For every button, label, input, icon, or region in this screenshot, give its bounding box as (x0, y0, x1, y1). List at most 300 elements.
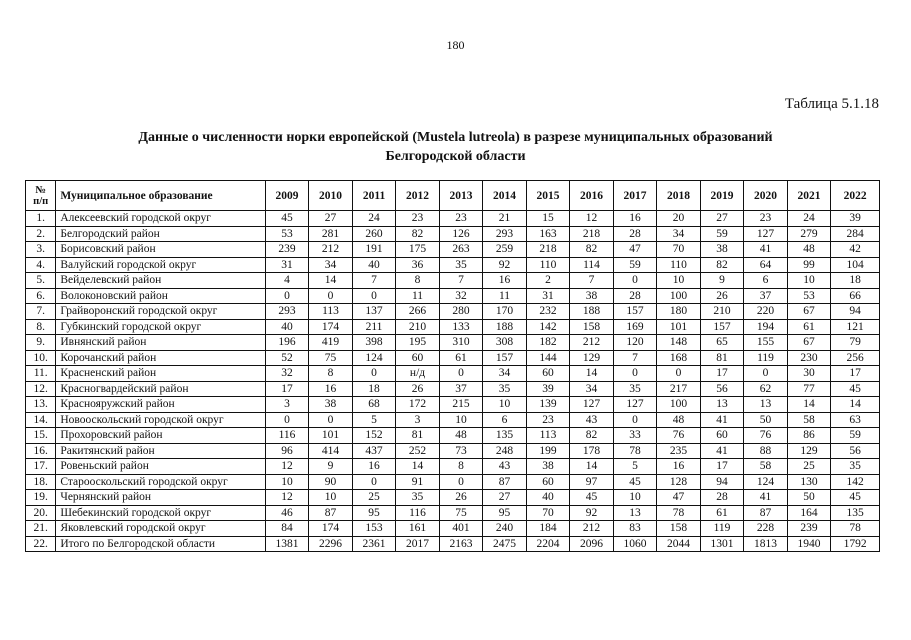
count-cell: 157 (700, 319, 744, 335)
row-number: 10. (26, 350, 56, 366)
header-year: 2022 (831, 181, 880, 211)
count-cell: 82 (570, 242, 614, 258)
count-cell: 235 (657, 443, 701, 459)
table-row (26, 211, 880, 227)
table-row (26, 521, 880, 537)
table-body (26, 211, 880, 552)
count-cell: 25 (352, 490, 396, 506)
count-cell: 61 (439, 350, 483, 366)
count-cell: 17 (700, 459, 744, 475)
count-cell: 53 (787, 288, 831, 304)
count-cell: 158 (570, 319, 614, 335)
count-cell: 0 (613, 412, 657, 428)
count-cell: 20 (657, 211, 701, 227)
count-cell: 60 (526, 474, 570, 490)
count-cell: 28 (613, 288, 657, 304)
count-cell: 43 (483, 459, 527, 475)
count-cell: 2017 (396, 536, 440, 552)
count-cell: 2361 (352, 536, 396, 552)
count-cell: 0 (657, 366, 701, 382)
count-cell: 1060 (613, 536, 657, 552)
count-cell: 16 (483, 273, 527, 289)
municipality-name: Ровеньский район (56, 459, 265, 475)
count-cell: 135 (483, 428, 527, 444)
count-cell: 38 (570, 288, 614, 304)
count-cell: 87 (309, 505, 353, 521)
row-number: 16. (26, 443, 56, 459)
count-cell: 1813 (744, 536, 788, 552)
count-cell: 239 (265, 242, 309, 258)
count-cell: 16 (657, 459, 701, 475)
count-cell: 4 (265, 273, 309, 289)
count-cell: 310 (439, 335, 483, 351)
count-cell: 41 (744, 490, 788, 506)
count-cell: 127 (570, 397, 614, 413)
count-cell: 170 (483, 304, 527, 320)
row-number: 17. (26, 459, 56, 475)
count-cell: 96 (265, 443, 309, 459)
count-cell: 12 (265, 490, 309, 506)
count-cell: 31 (526, 288, 570, 304)
count-cell: 142 (831, 474, 880, 490)
municipality-name: Итого по Белгородской области (56, 536, 265, 552)
count-cell: 35 (613, 381, 657, 397)
count-cell: 124 (352, 350, 396, 366)
count-cell: 27 (483, 490, 527, 506)
count-cell: 218 (526, 242, 570, 258)
table-row (26, 443, 880, 459)
count-cell: 16 (352, 459, 396, 475)
municipality-name: Новооскольский городской округ (56, 412, 265, 428)
count-cell: 110 (657, 257, 701, 273)
count-cell: 24 (787, 211, 831, 227)
count-cell: 175 (396, 242, 440, 258)
count-cell: 30 (787, 366, 831, 382)
header-year: 2018 (657, 181, 701, 211)
count-cell: 59 (700, 226, 744, 242)
count-cell: 37 (439, 381, 483, 397)
count-cell: 34 (570, 381, 614, 397)
count-cell: 60 (396, 350, 440, 366)
count-cell: 152 (352, 428, 396, 444)
table-row (26, 257, 880, 273)
count-cell: 46 (265, 505, 309, 521)
count-cell: 41 (744, 242, 788, 258)
count-cell: 17 (700, 366, 744, 382)
count-cell: 26 (396, 381, 440, 397)
row-number: 6. (26, 288, 56, 304)
row-number: 7. (26, 304, 56, 320)
count-cell: 76 (744, 428, 788, 444)
count-cell: 40 (352, 257, 396, 273)
row-number: 9. (26, 335, 56, 351)
count-cell: 133 (439, 319, 483, 335)
header-year: 2009 (265, 181, 309, 211)
count-cell: 11 (483, 288, 527, 304)
count-cell: 437 (352, 443, 396, 459)
count-cell: 26 (700, 288, 744, 304)
count-cell: 56 (831, 443, 880, 459)
count-cell: 210 (396, 319, 440, 335)
count-cell: 153 (352, 521, 396, 537)
count-cell: 104 (831, 257, 880, 273)
count-cell: 27 (700, 211, 744, 227)
count-cell: 2296 (309, 536, 353, 552)
count-cell: 75 (309, 350, 353, 366)
count-cell: 0 (613, 366, 657, 382)
count-cell: 7 (352, 273, 396, 289)
count-cell: 25 (787, 459, 831, 475)
count-cell: 163 (526, 226, 570, 242)
table-row (26, 226, 880, 242)
count-cell: 48 (439, 428, 483, 444)
count-cell: 215 (439, 397, 483, 413)
count-cell: 10 (309, 490, 353, 506)
municipality-name: Борисовский район (56, 242, 265, 258)
row-number: 19. (26, 490, 56, 506)
count-cell: 67 (787, 304, 831, 320)
count-cell: 28 (700, 490, 744, 506)
count-cell: 188 (483, 319, 527, 335)
count-cell: 10 (439, 412, 483, 428)
count-cell: 27 (309, 211, 353, 227)
count-cell: 68 (352, 397, 396, 413)
municipality-name: Прохоровский район (56, 428, 265, 444)
count-cell: 266 (396, 304, 440, 320)
count-cell: 172 (396, 397, 440, 413)
table-header-row (26, 181, 880, 211)
count-cell: 83 (613, 521, 657, 537)
count-cell: 12 (265, 459, 309, 475)
count-cell: 121 (831, 319, 880, 335)
table-row (26, 397, 880, 413)
count-cell: 1301 (700, 536, 744, 552)
count-cell: 119 (744, 350, 788, 366)
count-cell: 50 (787, 490, 831, 506)
municipality-name: Валуйский городской округ (56, 257, 265, 273)
municipality-name: Вейделевский район (56, 273, 265, 289)
count-cell: 3 (265, 397, 309, 413)
count-cell: 113 (309, 304, 353, 320)
count-cell: 0 (613, 273, 657, 289)
municipality-name: Алексеевский городской округ (56, 211, 265, 227)
count-cell: 84 (265, 521, 309, 537)
header-year: 2015 (526, 181, 570, 211)
count-cell: 0 (309, 288, 353, 304)
count-cell: 16 (613, 211, 657, 227)
count-cell: 279 (787, 226, 831, 242)
count-cell: 59 (831, 428, 880, 444)
count-cell: 17 (831, 366, 880, 382)
count-cell: 217 (657, 381, 701, 397)
count-cell: 23 (396, 211, 440, 227)
count-cell: 24 (352, 211, 396, 227)
count-cell: 10 (613, 490, 657, 506)
count-cell: 90 (309, 474, 353, 490)
count-cell: 220 (744, 304, 788, 320)
table-row (26, 505, 880, 521)
count-cell: 87 (744, 505, 788, 521)
header-year: 2021 (787, 181, 831, 211)
count-cell: 100 (657, 397, 701, 413)
count-cell: 78 (613, 443, 657, 459)
table-row (26, 474, 880, 490)
count-cell: 16 (309, 381, 353, 397)
table-title (60, 128, 851, 166)
count-cell: 2163 (439, 536, 483, 552)
data-table (25, 180, 880, 552)
municipality-name: Грайворонский городской округ (56, 304, 265, 320)
count-cell: 63 (831, 412, 880, 428)
row-number: 11. (26, 366, 56, 382)
count-cell: 11 (396, 288, 440, 304)
count-cell: 256 (831, 350, 880, 366)
count-cell: 116 (396, 505, 440, 521)
header-year: 2010 (309, 181, 353, 211)
count-cell: 401 (439, 521, 483, 537)
table-title-line-1: Данные о численности норки европейской (Mustela lutreola) в разрезе муниципальных образований (138, 130, 773, 145)
count-cell: 2096 (570, 536, 614, 552)
header-number-line-2: п/п (33, 195, 49, 207)
municipality-name: Шебекинский городской округ (56, 505, 265, 521)
row-number: 22. (26, 536, 56, 552)
count-cell: 39 (526, 381, 570, 397)
count-cell: 48 (787, 242, 831, 258)
count-cell: 38 (526, 459, 570, 475)
table-row (26, 350, 880, 366)
page-number: 180 (446, 38, 465, 52)
row-number: 8. (26, 319, 56, 335)
count-cell: 0 (352, 288, 396, 304)
count-cell: 81 (396, 428, 440, 444)
municipality-name: Ивнянский район (56, 335, 265, 351)
count-cell: 114 (570, 257, 614, 273)
count-cell: 59 (613, 257, 657, 273)
count-cell: 7 (570, 273, 614, 289)
count-cell: 127 (613, 397, 657, 413)
count-cell: 40 (526, 490, 570, 506)
count-cell: 8 (309, 366, 353, 382)
header-municipality: Муниципальное образование (56, 181, 265, 211)
count-cell: 3 (396, 412, 440, 428)
count-cell: 180 (657, 304, 701, 320)
table-row (26, 288, 880, 304)
count-cell: 239 (787, 521, 831, 537)
count-cell: 35 (483, 381, 527, 397)
count-cell: 38 (700, 242, 744, 258)
count-cell: 34 (483, 366, 527, 382)
row-number: 5. (26, 273, 56, 289)
count-cell: 32 (265, 366, 309, 382)
count-cell: 10 (265, 474, 309, 490)
count-cell: 182 (526, 335, 570, 351)
count-cell: 100 (657, 288, 701, 304)
header-year: 2012 (396, 181, 440, 211)
header-year: 2011 (352, 181, 396, 211)
count-cell: 228 (744, 521, 788, 537)
row-number: 13. (26, 397, 56, 413)
count-cell: 67 (787, 335, 831, 351)
count-cell: 76 (657, 428, 701, 444)
count-cell: 281 (309, 226, 353, 242)
count-cell: 60 (526, 366, 570, 382)
count-cell: 23 (744, 211, 788, 227)
count-cell: 129 (787, 443, 831, 459)
count-cell: 144 (526, 350, 570, 366)
count-cell: 6 (744, 273, 788, 289)
count-cell: 211 (352, 319, 396, 335)
row-number: 1. (26, 211, 56, 227)
count-cell: 194 (744, 319, 788, 335)
count-cell: 113 (526, 428, 570, 444)
count-cell: 33 (613, 428, 657, 444)
count-cell: 0 (265, 412, 309, 428)
count-cell: 47 (613, 242, 657, 258)
count-cell: 135 (831, 505, 880, 521)
header-year: 2020 (744, 181, 788, 211)
count-cell: 2204 (526, 536, 570, 552)
count-cell: 28 (613, 226, 657, 242)
count-cell: 126 (439, 226, 483, 242)
count-cell: 58 (744, 459, 788, 475)
count-cell: 7 (613, 350, 657, 366)
count-cell: 0 (265, 288, 309, 304)
count-cell: 86 (787, 428, 831, 444)
count-cell: 78 (657, 505, 701, 521)
municipality-name: Краснояружский район (56, 397, 265, 413)
count-cell: 34 (657, 226, 701, 242)
count-cell: 0 (309, 412, 353, 428)
count-cell: 2044 (657, 536, 701, 552)
count-cell: 40 (265, 319, 309, 335)
count-cell: 9 (309, 459, 353, 475)
row-number: 20. (26, 505, 56, 521)
count-cell: 88 (744, 443, 788, 459)
header-year: 2014 (483, 181, 527, 211)
table-title-line-2: Белгородской области (385, 149, 526, 164)
count-cell: 75 (439, 505, 483, 521)
table-row (26, 490, 880, 506)
count-cell: 110 (526, 257, 570, 273)
count-cell: 164 (787, 505, 831, 521)
count-cell: 77 (787, 381, 831, 397)
count-cell: 87 (483, 474, 527, 490)
count-cell: 116 (265, 428, 309, 444)
count-cell: 82 (700, 257, 744, 273)
count-cell: 168 (657, 350, 701, 366)
count-cell: 252 (396, 443, 440, 459)
table-row (26, 304, 880, 320)
count-cell: 47 (657, 490, 701, 506)
count-cell: 174 (309, 319, 353, 335)
count-cell: 10 (483, 397, 527, 413)
count-cell: 1381 (265, 536, 309, 552)
count-cell: 82 (570, 428, 614, 444)
table-row (26, 273, 880, 289)
count-cell: 14 (831, 397, 880, 413)
count-cell: 2475 (483, 536, 527, 552)
count-cell: 94 (700, 474, 744, 490)
count-cell: 157 (483, 350, 527, 366)
count-cell: 65 (700, 335, 744, 351)
count-cell: 0 (352, 366, 396, 382)
count-cell: 13 (700, 397, 744, 413)
count-cell: 14 (787, 397, 831, 413)
count-cell: 199 (526, 443, 570, 459)
count-cell: 37 (744, 288, 788, 304)
municipality-name: Губкинский городской округ (56, 319, 265, 335)
count-cell: 45 (613, 474, 657, 490)
municipality-name: Яковлевский городской округ (56, 521, 265, 537)
count-cell: 1940 (787, 536, 831, 552)
count-cell: 128 (657, 474, 701, 490)
municipality-name: Белгородский район (56, 226, 265, 242)
count-cell: 23 (526, 412, 570, 428)
count-cell: 127 (744, 226, 788, 242)
count-cell: 39 (831, 211, 880, 227)
count-cell: 43 (570, 412, 614, 428)
count-cell: 230 (787, 350, 831, 366)
count-cell: 137 (352, 304, 396, 320)
count-cell: 53 (265, 226, 309, 242)
count-cell: 56 (700, 381, 744, 397)
count-cell: 188 (570, 304, 614, 320)
table-row (26, 319, 880, 335)
count-cell: 17 (265, 381, 309, 397)
count-cell: 52 (265, 350, 309, 366)
count-cell: 139 (526, 397, 570, 413)
count-cell: 61 (787, 319, 831, 335)
count-cell: 174 (309, 521, 353, 537)
count-cell: 1792 (831, 536, 880, 552)
header-year: 2017 (613, 181, 657, 211)
count-cell: 38 (309, 397, 353, 413)
count-cell: 280 (439, 304, 483, 320)
count-cell: 92 (483, 257, 527, 273)
count-cell: 26 (439, 490, 483, 506)
count-cell: 0 (439, 366, 483, 382)
count-cell: 184 (526, 521, 570, 537)
count-cell: 101 (309, 428, 353, 444)
count-cell: 129 (570, 350, 614, 366)
row-number: 14. (26, 412, 56, 428)
table-row (26, 459, 880, 475)
count-cell: 64 (744, 257, 788, 273)
count-cell: 21 (483, 211, 527, 227)
count-cell: 23 (439, 211, 483, 227)
header-number (26, 181, 56, 211)
count-cell: 45 (831, 490, 880, 506)
count-cell: 35 (439, 257, 483, 273)
count-cell: 18 (352, 381, 396, 397)
count-cell: 97 (570, 474, 614, 490)
count-cell: 9 (700, 273, 744, 289)
count-cell: 419 (309, 335, 353, 351)
count-cell: 13 (744, 397, 788, 413)
count-cell: 14 (570, 459, 614, 475)
count-cell: 14 (396, 459, 440, 475)
count-cell: 284 (831, 226, 880, 242)
count-cell: 58 (787, 412, 831, 428)
count-cell: 155 (744, 335, 788, 351)
count-cell: 45 (831, 381, 880, 397)
count-cell: 196 (265, 335, 309, 351)
count-cell: 95 (352, 505, 396, 521)
count-cell: 414 (309, 443, 353, 459)
count-cell: 398 (352, 335, 396, 351)
count-cell: 240 (483, 521, 527, 537)
municipality-name: Чернянский район (56, 490, 265, 506)
